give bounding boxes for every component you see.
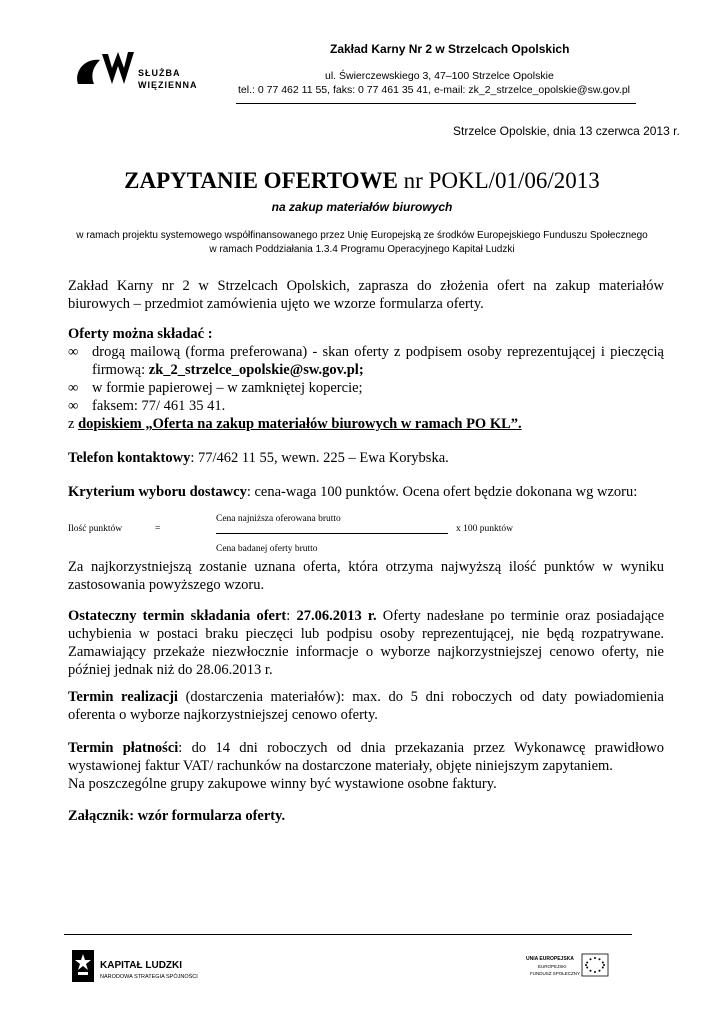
formula-equals: = — [155, 524, 161, 534]
deadline-label: Ostateczny termin składania ofert — [68, 608, 287, 624]
payment-paragraph — [68, 739, 664, 793]
header-rule — [236, 103, 636, 104]
ue-text-2: EUROPEJSKI — [538, 964, 567, 969]
kapital-ludzki-logo — [70, 946, 210, 986]
footer-rule — [64, 934, 632, 935]
formula-multiplier: x 100 punktów — [456, 524, 513, 534]
institution-address: ul. Świerczewskiego 3, 47–100 Strzelce Opolskie — [325, 70, 554, 82]
realization-text: (dostarczenia materiałów): max. do 5 dni roboczych od daty powiadomienia oferenta o wyborze najkorzystniejszej cenowo oferty. — [68, 689, 664, 723]
kl-text-1: KAPITAŁ LUDZKI — [100, 960, 183, 971]
criterion-value: : cena-waga 100 punktów. Ocena ofert będzie dokonana wg wzoru: — [246, 484, 638, 500]
logo-text-1: SŁUŻBA — [138, 68, 181, 78]
infinity-bullet-icon: ∞ — [68, 398, 79, 414]
intro-paragraph: Zakład Karny nr 2 w Strzelcach Opolskich, zaprasza do złożenia ofert na zakup materiałów biurowych – przedmiot zamówienia ujęto we wzorze formularza oferty. — [68, 278, 664, 312]
list-item — [68, 343, 664, 379]
phone-value: : 77/462 11 55, wewn. 225 – Ewa Korybska. — [190, 450, 449, 466]
list-item — [68, 397, 664, 415]
formula-denominator: Cena badanej oferty brutto — [216, 544, 318, 554]
bullet-text: w formie papierowej – w zamkniętej kopercie; — [92, 380, 363, 396]
realization-paragraph — [68, 688, 664, 724]
list-item — [68, 379, 664, 397]
ue-text-3: FUNDUSZ SPOŁECZNY — [530, 971, 581, 976]
winner-paragraph: Za najkorzystniejszą zostanie uznana oferta, która otrzyma najwyższą ilość punktów w wyniku zastosowania powyższego wzoru. — [68, 559, 664, 593]
deadline-paragraph — [68, 607, 664, 679]
kl-text-2: NARODOWA STRATEGIA SPÓJNOŚCI — [100, 974, 198, 980]
ue-text-1: UNIA EUROPEJSKA — [526, 956, 574, 962]
bullet-text: faksem: 77/ 461 35 41. — [92, 398, 226, 414]
offer-note — [68, 415, 664, 433]
note-bold: dopiskiem „Oferta na zakup materiałów biurowych w ramach PO KL”. — [78, 416, 522, 432]
phone-label: Telefon kontaktowy — [68, 450, 191, 466]
title-number: nr POKL/01/06/2013 — [397, 168, 600, 193]
eu-logo — [524, 950, 610, 984]
attachment-line: Załącznik: wzór formularza oferty. — [68, 808, 286, 824]
sluzba-wiezienna-logo — [72, 44, 202, 96]
realization-label: Termin realizacji — [68, 689, 178, 705]
payment-text: : do 14 dni roboczych od dnia przekazania przez Wykonawcę prawidłowo wystawionej faktur VAT/ rachunków na dostarczone materiały, objęte niniejszym zapytaniem. — [68, 740, 664, 774]
formula-label: Ilość punktów — [68, 524, 123, 534]
page-title — [0, 168, 724, 194]
institution-contact: tel.: 0 77 462 11 55, faks: 0 77 461 35 41, e-mail: zk_2_strzelce_opolskie@sw.gov.pl — [238, 84, 631, 96]
note-prefix: z — [68, 416, 79, 432]
payment-label: Termin płatności — [68, 740, 179, 756]
title-main: ZAPYTANIE OFERTOWE — [124, 168, 398, 193]
institution-name: Zakład Karny Nr 2 w Strzelcach Opolskich — [330, 42, 570, 56]
formula-numerator: Cena najniższa oferowana brutto — [216, 514, 341, 524]
criterion-line — [68, 483, 664, 501]
deadline-date: 27.06.2013 r. — [296, 608, 377, 624]
deadline-text: Oferty nadesłane po terminie oraz posiadające uchybienia w postaci braku pieczęci lub podpisu osoby reprezentującej, nie będą rozpatrywane. Zamawiający przekaże niezwłocznie informacje o wyborze najkorzystniejszej cenowo oferty, nie później jednak niż do 28.06.2013 r. — [68, 608, 665, 678]
project-line-2: w ramach Poddziałania 1.3.4 Programu Operacyjnego Kapitał Ludzki — [209, 244, 515, 255]
date-line: Strzelce Opolskie, dnia 13 czerwca 2013 r. — [453, 124, 680, 138]
phone-line — [68, 449, 664, 467]
payment-text-2: Na poszczególne grupy zakupowe winny być wystawione osobne faktury. — [68, 776, 497, 792]
fraction-bar — [216, 533, 448, 534]
infinity-bullet-icon: ∞ — [68, 344, 79, 360]
infinity-bullet-icon: ∞ — [68, 380, 79, 396]
deadline-colon: : — [286, 608, 297, 624]
criterion-label: Kryterium wyboru dostawcy — [68, 484, 247, 500]
logo-text-2: WIĘZIENNA — [138, 80, 198, 90]
offers-heading: Oferty można składać : — [68, 326, 213, 342]
project-line-1: w ramach projektu systemowego współfinansowanego przez Unię Europejską ze środków Europejskiego Funduszu Społecznego — [76, 230, 648, 241]
bullet-text: drogą mailową (forma preferowana) - skan oferty z podpisem osoby reprezentującej i pieczęcią firmową: — [92, 344, 664, 378]
email-link[interactable]: zk_2_strzelce_opolskie@sw.gov.pl; — [148, 362, 364, 378]
subtitle: na zakup materiałów biurowych — [271, 200, 453, 214]
